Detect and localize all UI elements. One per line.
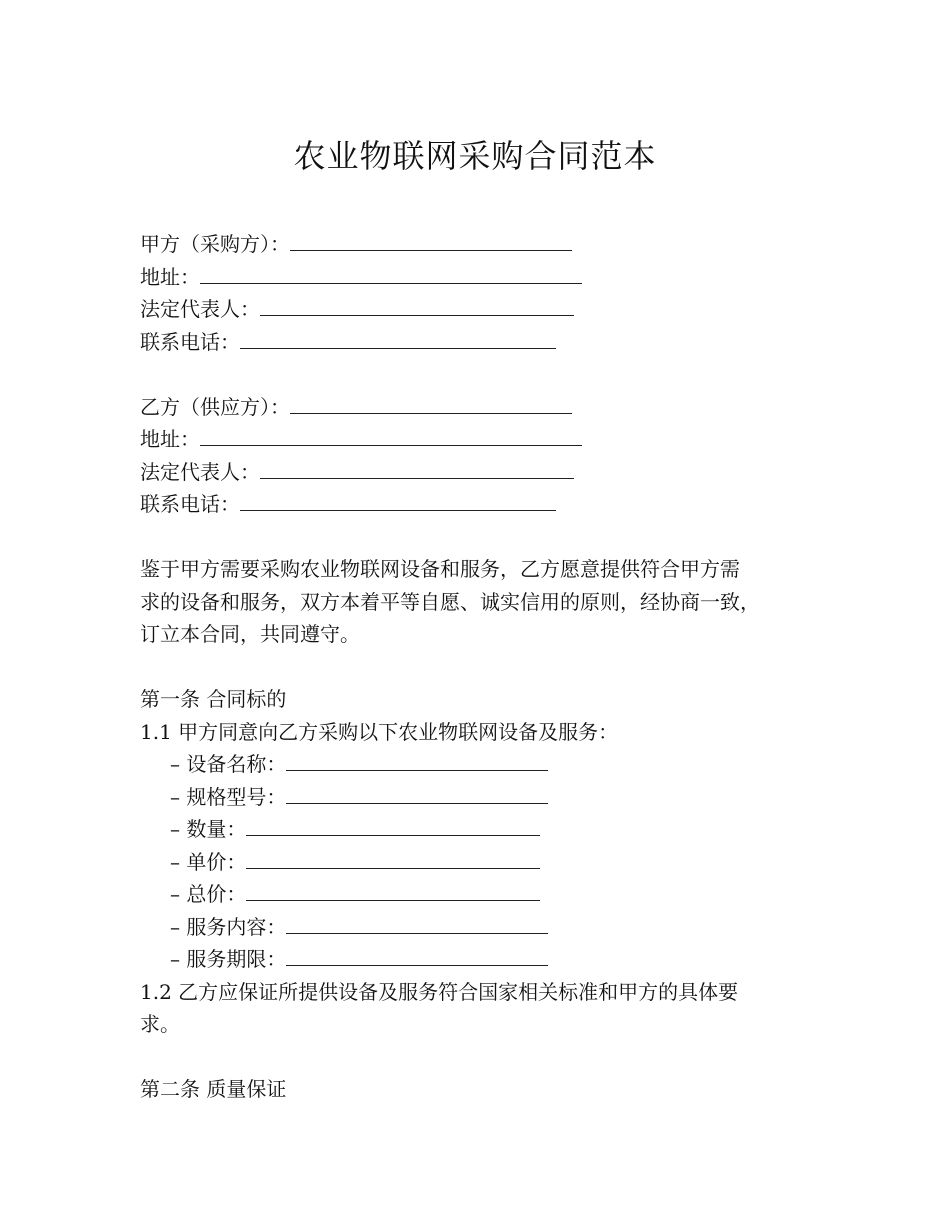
spacer	[140, 521, 840, 554]
item-field[interactable]	[286, 752, 548, 771]
party-a-heading-row	[140, 228, 840, 261]
party-a-heading: 甲方（采购方）：	[140, 232, 290, 256]
preamble-line: 求的设备和服务，双方本着平等自愿、诚实信用的原则，经协商一致，	[140, 589, 760, 614]
party-a-address-label: 地址：	[140, 264, 200, 289]
item-field[interactable]	[246, 850, 540, 869]
item-label: – 规格型号：	[170, 784, 287, 809]
item-row	[140, 748, 840, 781]
item-row	[140, 911, 840, 944]
party-b-phone-row	[140, 488, 840, 521]
party-a-phone-row	[140, 326, 840, 359]
item-field[interactable]	[246, 882, 540, 901]
item-label: – 服务期限：	[170, 947, 287, 971]
party-a-phone-field[interactable]	[240, 330, 556, 349]
item-label: – 设备名称：	[170, 752, 287, 776]
party-a-rep-row	[140, 293, 840, 326]
party-a-phone-label: 联系电话：	[140, 329, 240, 354]
spacer	[140, 651, 840, 684]
party-b-address-field[interactable]	[200, 427, 582, 446]
preamble-line: 鉴于甲方需要采购农业物联网设备和服务，乙方愿意提供符合甲方需	[140, 557, 740, 581]
party-b-heading: 乙方（供应方）：	[140, 394, 290, 419]
document-title: 农业物联网采购合同范本	[293, 137, 657, 175]
item-label: – 服务内容：	[170, 914, 287, 939]
item-field[interactable]	[286, 947, 548, 966]
item-field[interactable]	[286, 915, 548, 934]
item-label: – 总价：	[170, 882, 247, 906]
party-b-name-field[interactable]	[290, 395, 572, 414]
party-b-rep-row	[140, 456, 840, 489]
item-label: – 数量：	[170, 817, 247, 841]
party-a-address-row	[140, 261, 840, 294]
party-a-rep-field[interactable]	[260, 297, 574, 316]
party-b-rep-label: 法定代表人：	[140, 459, 260, 484]
party-a-address-field[interactable]	[200, 265, 582, 284]
party-b-rep-field[interactable]	[260, 460, 574, 479]
document-body	[140, 228, 840, 1106]
clause-1-2-line: 求。	[140, 1012, 180, 1036]
item-row	[140, 813, 840, 846]
article-1-heading: 第一条 合同标的	[140, 687, 287, 711]
spacer	[140, 1041, 840, 1074]
item-field[interactable]	[286, 785, 548, 804]
item-row	[140, 781, 840, 814]
article-2-heading: 第二条 质量保证	[140, 1077, 287, 1101]
item-row	[140, 846, 840, 879]
clause-1-1: 1.1 甲方同意向乙方采购以下农业物联网设备及服务：	[140, 719, 619, 744]
party-b-address-row	[140, 423, 840, 456]
party-b-phone-label: 联系电话：	[140, 492, 240, 516]
party-b-address-label: 地址：	[140, 427, 200, 451]
item-label: – 单价：	[170, 849, 247, 874]
party-b-phone-field[interactable]	[240, 492, 556, 511]
party-b-heading-row	[140, 391, 840, 424]
preamble-line: 订立本合同，共同遵守。	[140, 622, 360, 646]
clause-1-2-line: 1.2 乙方应保证所提供设备及服务符合国家相关标准和甲方的具体要	[140, 979, 739, 1004]
item-field[interactable]	[246, 817, 540, 836]
item-row	[140, 878, 840, 911]
item-row	[140, 943, 840, 976]
party-a-rep-label: 法定代表人：	[140, 297, 260, 321]
spacer	[140, 358, 840, 391]
party-a-name-field[interactable]	[290, 232, 572, 251]
